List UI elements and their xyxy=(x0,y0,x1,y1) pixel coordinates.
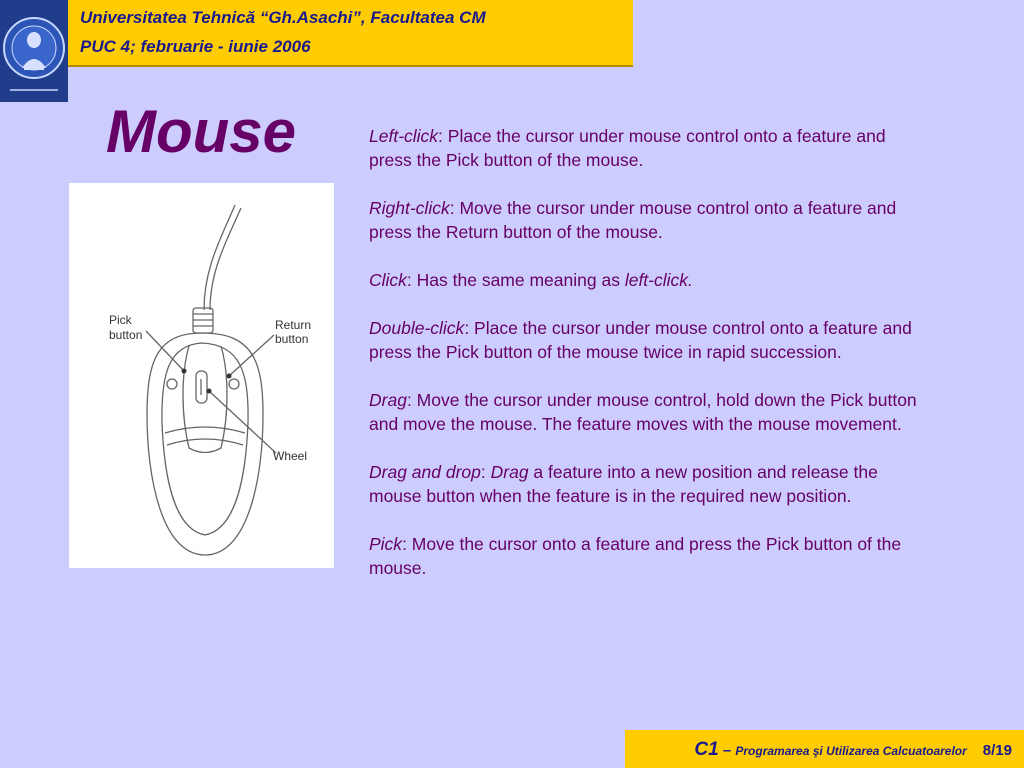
course-subject: Programarea şi Utilizarea Calcuatoarelor xyxy=(735,744,967,758)
return-button-label-2: button xyxy=(275,332,309,346)
definition-term: Click xyxy=(369,270,407,290)
definition-text: Place the cursor under mouse control onto a feature and press the Pick button of the mouse twice in rapid succession. xyxy=(369,318,912,362)
definition-right-click: Right-click: Move the cursor under mouse control onto a feature and press the Return button of the mouse. xyxy=(369,198,897,242)
university-logo xyxy=(0,0,68,102)
pick-button-label: Pick xyxy=(109,313,132,327)
definition-text: Move the cursor onto a feature and press the Pick button of the mouse. xyxy=(369,534,902,578)
definition-term: Drag xyxy=(369,390,407,410)
definition-term: Drag and drop xyxy=(369,462,481,482)
university-name: Universitatea Tehnică “Gh.Asachi”, Facultatea CM xyxy=(80,8,486,27)
definition-pick: Pick: Move the cursor onto a feature and press the Pick button of the mouse. xyxy=(369,534,902,578)
definition-text: Place the cursor under mouse control onto a feature and press the Pick button of the mouse. xyxy=(369,126,886,170)
course-period: PUC 4; februarie - iunie 2006 xyxy=(80,37,311,56)
course-code: C1 xyxy=(694,739,719,760)
pick-button-label-2: button xyxy=(109,328,143,342)
definition-term-reference: left-click. xyxy=(624,270,693,290)
header-band xyxy=(0,0,633,67)
definition-term: Right-click xyxy=(369,198,450,218)
wheel-label: Wheel xyxy=(273,449,308,463)
definition-left-click: Left-click: Place the cursor under mouse control onto a feature and press the Pick button of the mouse. xyxy=(369,126,886,170)
definition-term-reference: Drag xyxy=(490,462,529,482)
page-title: Mouse xyxy=(106,98,297,165)
definition-text: Move the cursor under mouse control, hold down the Pick button and move the mouse. The feature moves with the mouse movement. xyxy=(369,390,917,434)
definition-term: Pick xyxy=(369,534,403,554)
definition-drag-and-drop: Drag and drop: Drag a feature into a new position and release the mouse button when the feature is in the required new position. xyxy=(369,462,878,506)
definition-text: a feature into a new position and release the mouse button when the feature is in the required new position. xyxy=(369,462,878,506)
mouse-diagram xyxy=(69,183,334,568)
page-number: 8/19 xyxy=(982,742,1012,759)
footer-band xyxy=(625,730,1024,768)
definition-term: Double-click xyxy=(369,318,465,338)
definition-text: Has the same meaning as xyxy=(416,270,625,290)
definition-term: Left-click xyxy=(369,126,439,146)
definition-drag: Drag: Move the cursor under mouse control, hold down the Pick button and move the mouse. The feature moves with the mouse movement. xyxy=(369,390,917,434)
definition-text: Move the cursor under mouse control onto a feature and press the Return button of the mouse. xyxy=(369,198,897,242)
definitions-list xyxy=(369,124,929,604)
footer: C1 – Programarea şi Utilizarea Calcuatoarelor 8/19 xyxy=(694,739,1012,760)
definition-click: Click: Has the same meaning as left-click. xyxy=(369,270,693,290)
return-button-label: Return xyxy=(275,318,312,332)
definition-double-click: Double-click: Place the cursor under mouse control onto a feature and press the Pick button of the mouse twice in rapid succession. xyxy=(369,318,912,362)
